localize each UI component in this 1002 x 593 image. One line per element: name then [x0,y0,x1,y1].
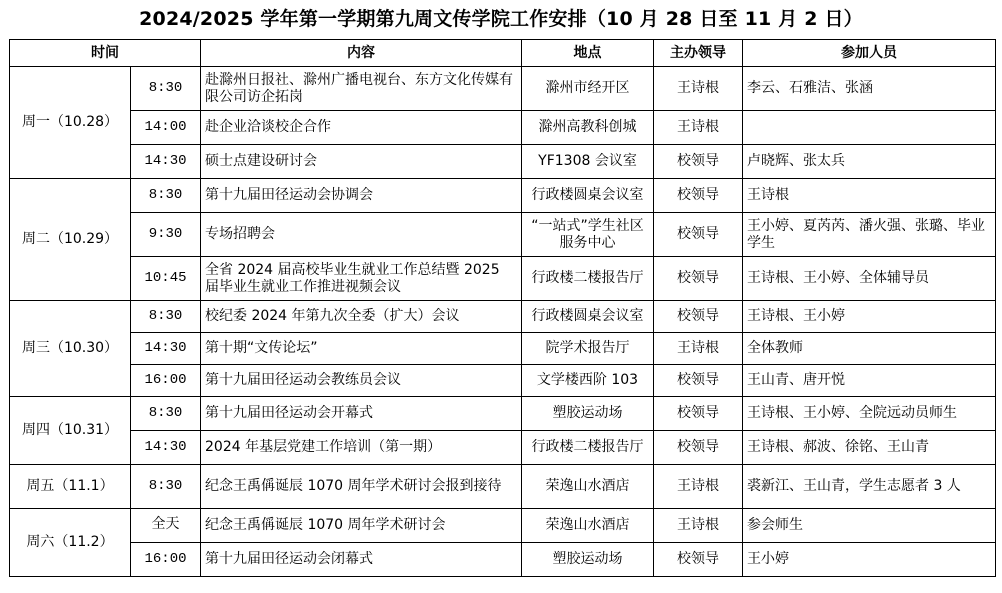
content-cell: 2024 年基层党建工作培训（第一期） [201,431,522,465]
time-cell: 9:30 [131,213,201,257]
place-cell: 塑胶运动场 [522,397,654,431]
people-cell: 李云、石雅洁、张涵 [743,67,996,111]
table-row [10,179,996,213]
header-content: 内容 [201,40,522,67]
day-label: 周六（11.2） [10,509,131,577]
place-cell: “一站式”学生社区服务中心 [522,213,654,257]
content-cell: 硕士点建设研讨会 [201,145,522,179]
host-cell: 校领导 [654,179,743,213]
people-cell: 全体教师 [743,333,996,365]
day-label: 周三（10.30） [10,301,131,397]
people-cell: 王诗根、王小婷 [743,301,996,333]
time-cell: 8:30 [131,67,201,111]
table-row [10,365,996,397]
place-cell: 滁州市经开区 [522,67,654,111]
people-cell: 王诗根、王小婷、全院远动员师生 [743,397,996,431]
place-cell: 行政楼圆桌会议室 [522,301,654,333]
schedule-table [9,39,996,577]
people-cell: 裘新江、王山青，学生志愿者 3 人 [743,465,996,509]
time-cell: 14:00 [131,111,201,145]
place-cell: YF1308 会议室 [522,145,654,179]
table-row [10,333,996,365]
table-row [10,509,996,543]
table-row [10,431,996,465]
time-cell: 14:30 [131,431,201,465]
time-cell: 8:30 [131,397,201,431]
time-cell: 16:00 [131,365,201,397]
time-cell: 8:30 [131,179,201,213]
content-cell: 全省 2024 届高校毕业生就业工作总结暨 2025 届毕业生就业工作推进视频会议 [201,257,522,301]
host-cell: 校领导 [654,397,743,431]
people-cell: 参会师生 [743,509,996,543]
table-row [10,257,996,301]
table-row [10,67,996,111]
time-cell: 14:30 [131,145,201,179]
content-cell: 第十九届田径运动会开幕式 [201,397,522,431]
table-row [10,465,996,509]
content-cell: 校纪委 2024 年第九次全委（扩大）会议 [201,301,522,333]
content-cell: 纪念王禹偁诞辰 1070 周年学术研讨会报到接待 [201,465,522,509]
host-cell: 王诗根 [654,111,743,145]
place-cell: 荣逸山水酒店 [522,509,654,543]
people-cell: 王小婷、夏芮芮、潘火强、张璐、毕业学生 [743,213,996,257]
day-label: 周五（11.1） [10,465,131,509]
table-row [10,397,996,431]
header-place: 地点 [522,40,654,67]
table-row [10,213,996,257]
table-row [10,111,996,145]
host-cell: 王诗根 [654,333,743,365]
host-cell: 王诗根 [654,465,743,509]
host-cell: 校领导 [654,431,743,465]
content-cell: 赴企业洽谈校企合作 [201,111,522,145]
people-cell: 卢晓辉、张太兵 [743,145,996,179]
header-row [10,40,996,67]
host-cell: 王诗根 [654,67,743,111]
table-row [10,301,996,333]
content-cell: 纪念王禹偁诞辰 1070 周年学术研讨会 [201,509,522,543]
people-cell [743,111,996,145]
place-cell: 塑胶运动场 [522,543,654,577]
day-label: 周二（10.29） [10,179,131,301]
page-title: 2024/2025 学年第一学期第九周文传学院工作安排（10 月 28 日至 11 月 2 日） [139,8,863,30]
day-label: 周四（10.31） [10,397,131,465]
content-cell: 赴滁州日报社、滁州广播电视台、东方文化传媒有限公司访企拓岗 [201,67,522,111]
people-cell: 王诗根、郝波、徐铭、王山青 [743,431,996,465]
people-cell: 王小婷 [743,543,996,577]
content-cell: 第十期“文传论坛” [201,333,522,365]
place-cell: 行政楼二楼报告厅 [522,257,654,301]
time-cell: 10:45 [131,257,201,301]
time-cell: 16:00 [131,543,201,577]
content-cell: 第十九届田径运动会教练员会议 [201,365,522,397]
host-cell: 校领导 [654,213,743,257]
time-cell: 14:30 [131,333,201,365]
host-cell: 校领导 [654,257,743,301]
place-cell: 行政楼二楼报告厅 [522,431,654,465]
header-host: 主办领导 [654,40,743,67]
place-cell: 荣逸山水酒店 [522,465,654,509]
people-cell: 王诗根、王小婷、全体辅导员 [743,257,996,301]
place-cell: 行政楼圆桌会议室 [522,179,654,213]
content-cell: 第十九届田径运动会协调会 [201,179,522,213]
header-people: 参加人员 [743,40,996,67]
people-cell: 王山青、唐开悦 [743,365,996,397]
host-cell: 校领导 [654,365,743,397]
host-cell: 校领导 [654,301,743,333]
table-row [10,145,996,179]
host-cell: 校领导 [654,145,743,179]
table-row [10,543,996,577]
day-label: 周一（10.28） [10,67,131,179]
people-cell: 王诗根 [743,179,996,213]
host-cell: 王诗根 [654,509,743,543]
content-cell: 第十九届田径运动会闭幕式 [201,543,522,577]
place-cell: 院学术报告厅 [522,333,654,365]
place-cell: 文学楼西阶 103 [522,365,654,397]
header-time: 时间 [10,40,201,67]
host-cell: 校领导 [654,543,743,577]
place-cell: 滁州高教科创城 [522,111,654,145]
time-cell: 8:30 [131,465,201,509]
time-cell: 全天 [131,509,201,543]
content-cell: 专场招聘会 [201,213,522,257]
time-cell: 8:30 [131,301,201,333]
